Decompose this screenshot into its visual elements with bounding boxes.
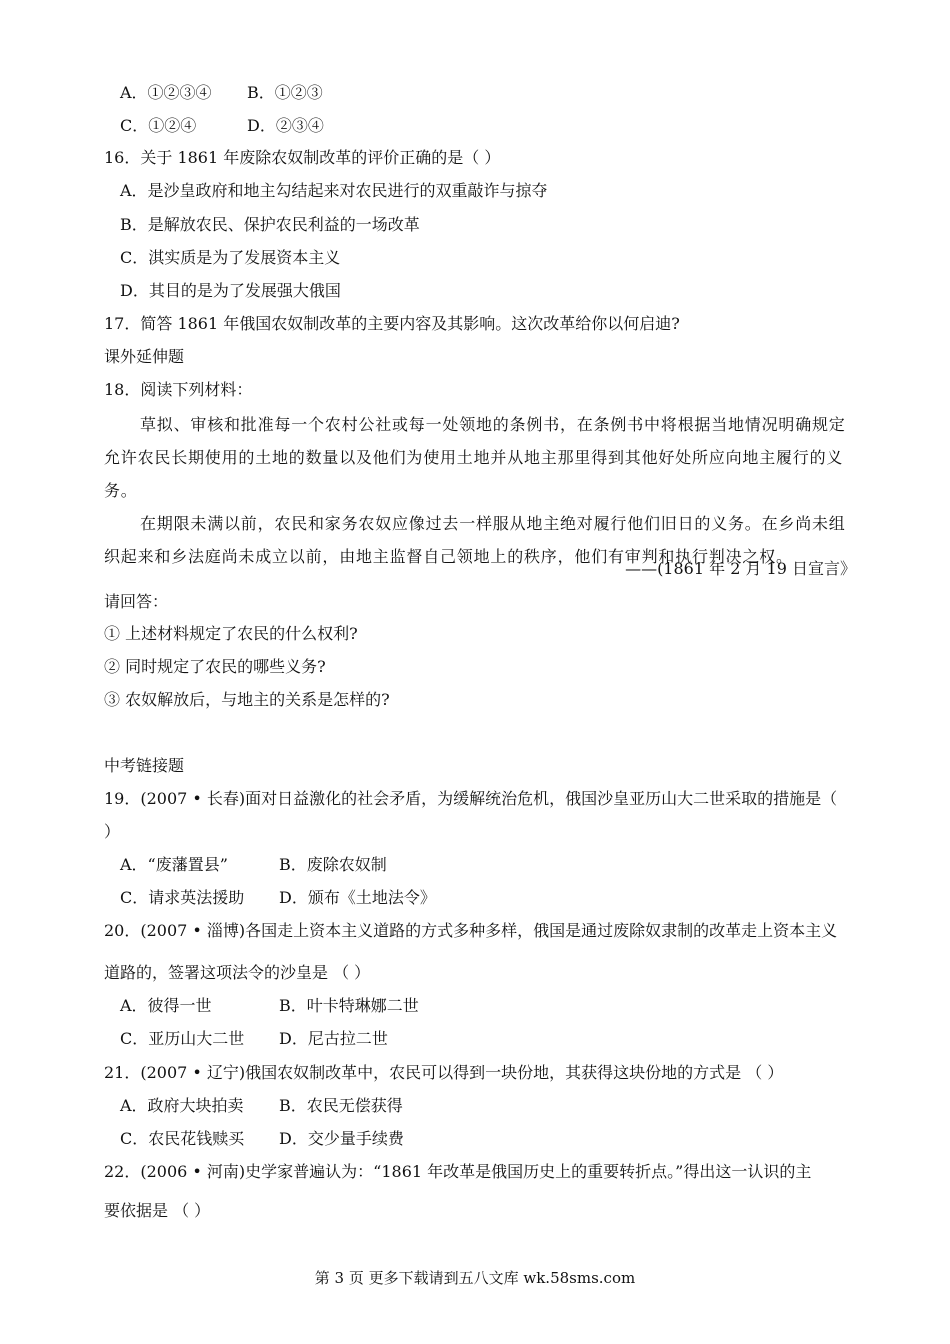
q18-material-paragraph-2: 在期限未满以前，农民和家务农奴应像过去一样服从地主绝对履行他们旧日的义务。在乡尚未组织起来和乡法庭尚未成立以前，由地主监督自己领地上的秩序，他们有审判和执行判决之权。 (104, 514, 846, 566)
q20-option-a: A．彼得一世 (120, 996, 212, 1015)
q16-option-c: C．淇实质是为了发展资本主义 (120, 248, 341, 267)
q16-option-a: A．是沙皇政府和地主勾结起来对农民进行的双重敲诈与掠夺 (120, 181, 548, 200)
q15-option-a: A．①②③④ (120, 83, 212, 102)
q19-option-c: C．请求英法援助 (120, 888, 245, 907)
q20-option-d: D．尼古拉二世 (279, 1029, 388, 1048)
q18-subquestion-1: ① 上述材料规定了农民的什么权利? (104, 624, 358, 643)
q18-subquestion-3: ③ 农奴解放后，与地主的关系是怎样的? (104, 690, 390, 709)
q19-stem-line-1: 19．(2007 • 长春)面对日益激化的社会矛盾，为缓解统治危机，俄国沙皇亚历山大二世采取的措施是（ (104, 789, 838, 808)
q20-option-c: C．亚历山大二世 (120, 1029, 245, 1048)
q20-stem-line-2: 道路的，签署这项法令的沙皇是 （ ） (104, 963, 371, 982)
q15-option-c: C．①②④ (120, 116, 197, 135)
q19-option-b: B．废除农奴制 (279, 855, 387, 874)
q21-option-a: A．政府大块拍卖 (120, 1096, 244, 1115)
q15-option-d: D．②③④ (247, 116, 324, 135)
q18-prompt: 请回答： (104, 592, 169, 611)
q18-subquestion-2: ② 同时规定了农民的哪些义务? (104, 657, 326, 676)
q21-option-d: D．交少量手续费 (279, 1129, 404, 1148)
q22-stem-line-2: 要依据是 （ ） (104, 1201, 211, 1220)
q17-stem: 17．简答 1861 年俄国农奴制改革的主要内容及其影响。这次改革给你以何启迪? (104, 314, 680, 333)
q19-option-a: A．“废藩置县” (120, 855, 228, 874)
q22-stem-line-1: 22．(2006 • 河南)史学家普遍认为：“1861 年改革是俄国历史上的重要转折点。”得出这一认识的主 (104, 1162, 812, 1181)
q19-option-d: D．颁布《土地法令》 (279, 888, 436, 907)
q18-stem: 18．阅读下列材料： (104, 380, 253, 399)
section-heading-extension: 课外延伸题 (104, 347, 185, 366)
q21-option-b: B．农民无偿获得 (279, 1096, 403, 1115)
q21-stem: 21．(2007 • 辽宁)俄国农奴制改革中，农民可以得到一块份地，其获得这块份地的方式是 （ ） (104, 1063, 784, 1082)
q18-material-paragraph-1: 草拟、审核和批准每一个农村公社或每一处领地的条例书，在条例书中将根据当地情况明确规定允许农民长期使用的土地的数量以及他们为使用土地并从地主那里得到其他好处所应向地主履行的义务。 (104, 415, 846, 500)
q15-option-b: B．①②③ (247, 83, 323, 102)
q20-option-b: B．叶卡特琳娜二世 (279, 996, 419, 1015)
q18-source-citation: ——(1861 年 2 月 19 日宣言》 (625, 559, 856, 578)
section-heading-exam: 中考链接题 (104, 756, 185, 775)
q16-stem: 16．关于 1861 年废除农奴制改革的评价正确的是（ ） (104, 148, 501, 167)
page-footer: 第 3 页 更多下载请到五八文库 wk.58sms.com (314, 1269, 636, 1287)
q16-option-d: D．其目的是为了发展强大俄国 (120, 281, 341, 300)
q20-stem-line-1: 20．(2007 • 淄博)各国走上资本主义道路的方式多种多样，俄国是通过废除奴隶制的改革走上资本主义 (104, 921, 838, 940)
q16-option-b: B．是解放农民、保护农民利益的一场改革 (120, 215, 420, 234)
q21-option-c: C．农民花钱赎买 (120, 1129, 245, 1148)
q19-stem-line-2: ） (104, 822, 121, 841)
